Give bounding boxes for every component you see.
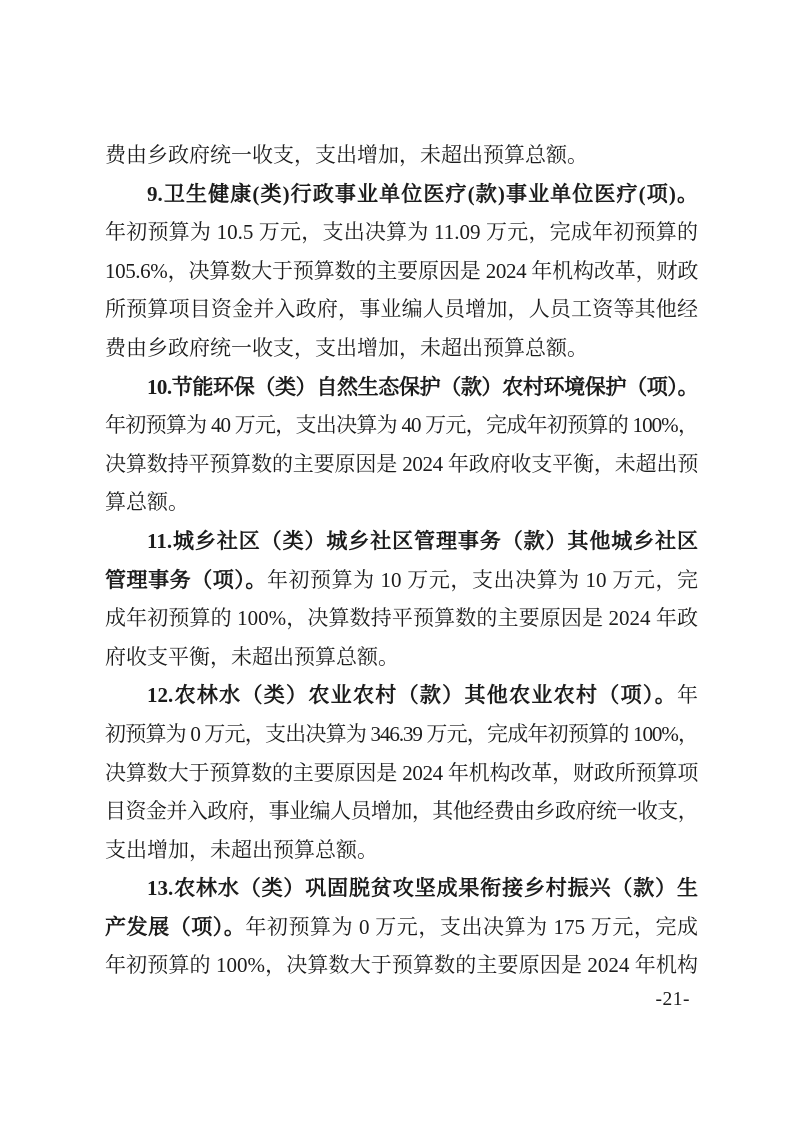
body-text-run: 支出增加，未超出预算总额。 bbox=[105, 837, 378, 862]
text-line bbox=[105, 946, 698, 985]
paragraph-item-10 bbox=[105, 368, 698, 522]
heading-text-run: 13.农林水（类）巩固脱贫攻坚成果衔接乡村振兴（款）生 bbox=[147, 876, 698, 901]
text-line bbox=[105, 406, 698, 445]
body-text-run: 年初预算的 100%，决算数大于预算数的主要原因是 2024 年机构 bbox=[105, 953, 698, 978]
text-line bbox=[105, 213, 698, 252]
body-text-run: 府收支平衡，未超出预算总额。 bbox=[105, 644, 399, 669]
body-text-run: 决算数持平预算数的主要原因是 2024 年政府收支平衡，未超出预 bbox=[105, 451, 698, 476]
body-text-run: 费由乡政府统一收支，支出增加，未超出预算总额。 bbox=[105, 335, 588, 360]
text-line bbox=[105, 522, 698, 561]
body-text-run: 费由乡政府统一收支，支出增加，未超出预算总额。 bbox=[105, 143, 588, 167]
body-text-run: 年初预算为 10 万元，支出决算为 10 万元，完 bbox=[266, 567, 698, 592]
text-line bbox=[105, 715, 698, 754]
body-text-run: 所预算项目资金并入政府，事业编人员增加，人员工资等其他经 bbox=[105, 297, 698, 322]
text-line bbox=[105, 445, 698, 484]
paragraph-item-8-continuation bbox=[105, 136, 698, 175]
document-body bbox=[105, 136, 698, 985]
heading-text-run: 9.卫生健康(类)行政事业单位医疗(款)事业单位医疗(项)。 bbox=[147, 181, 698, 206]
heading-text-run: 11.城乡社区（类）城乡社区管理事务（款）其他城乡社区 bbox=[147, 528, 698, 553]
text-line bbox=[105, 561, 698, 600]
text-line bbox=[105, 908, 698, 947]
body-text-run: 初预算为 0 万元，支出决算为 346.39 万元，完成年初预算的 100%， bbox=[105, 721, 698, 746]
heading-text-run: 10.节能环保（类）自然生态保护（款）农村环境保护（项）。 bbox=[147, 374, 698, 399]
text-line bbox=[105, 290, 698, 329]
text-line bbox=[105, 869, 698, 908]
page-number: -21- bbox=[655, 989, 690, 1010]
text-line bbox=[105, 136, 698, 175]
heading-text-run: 管理事务（项）。 bbox=[105, 567, 267, 592]
text-line bbox=[105, 329, 698, 368]
body-text-run: 年初预算为 10.5 万元，支出决算为 11.09 万元，完成年初预算的 bbox=[105, 220, 698, 245]
heading-text-run: 12.农林水（类）农业农村（款）其他农业农村（项）。 bbox=[147, 683, 677, 708]
text-line bbox=[105, 754, 698, 793]
paragraph-item-13 bbox=[105, 869, 698, 985]
text-line bbox=[105, 483, 698, 522]
paragraph-item-12 bbox=[105, 676, 698, 869]
body-text-run: 年初预算为 40 万元，支出决算为 40 万元，完成年初预算的 100%， bbox=[105, 413, 698, 438]
body-text-run: 决算数大于预算数的主要原因是 2024 年机构改革，财政所预算项 bbox=[105, 760, 698, 785]
text-line bbox=[105, 368, 698, 407]
body-text-run: 105.6%，决算数大于预算数的主要原因是 2024 年机构改革，财政 bbox=[105, 258, 698, 283]
paragraph-item-11 bbox=[105, 522, 698, 676]
text-line bbox=[105, 638, 698, 677]
paragraph-item-9 bbox=[105, 175, 698, 368]
text-line bbox=[105, 252, 698, 291]
text-line bbox=[105, 175, 698, 214]
text-line bbox=[105, 676, 698, 715]
body-text-run: 目资金并入政府，事业编人员增加，其他经费由乡政府统一收支， bbox=[105, 799, 698, 824]
body-text-run: 成年初预算的 100%，决算数持平预算数的主要原因是 2024 年政 bbox=[105, 606, 698, 631]
body-text-run: 年初预算为 0 万元，支出决算为 175 万元，完成 bbox=[245, 914, 698, 939]
text-line bbox=[105, 831, 698, 870]
text-line bbox=[105, 599, 698, 638]
body-text-run: 年 bbox=[677, 683, 698, 708]
text-line bbox=[105, 792, 698, 831]
body-text-run: 算总额。 bbox=[105, 490, 189, 515]
heading-text-run: 产发展（项）。 bbox=[105, 914, 246, 939]
